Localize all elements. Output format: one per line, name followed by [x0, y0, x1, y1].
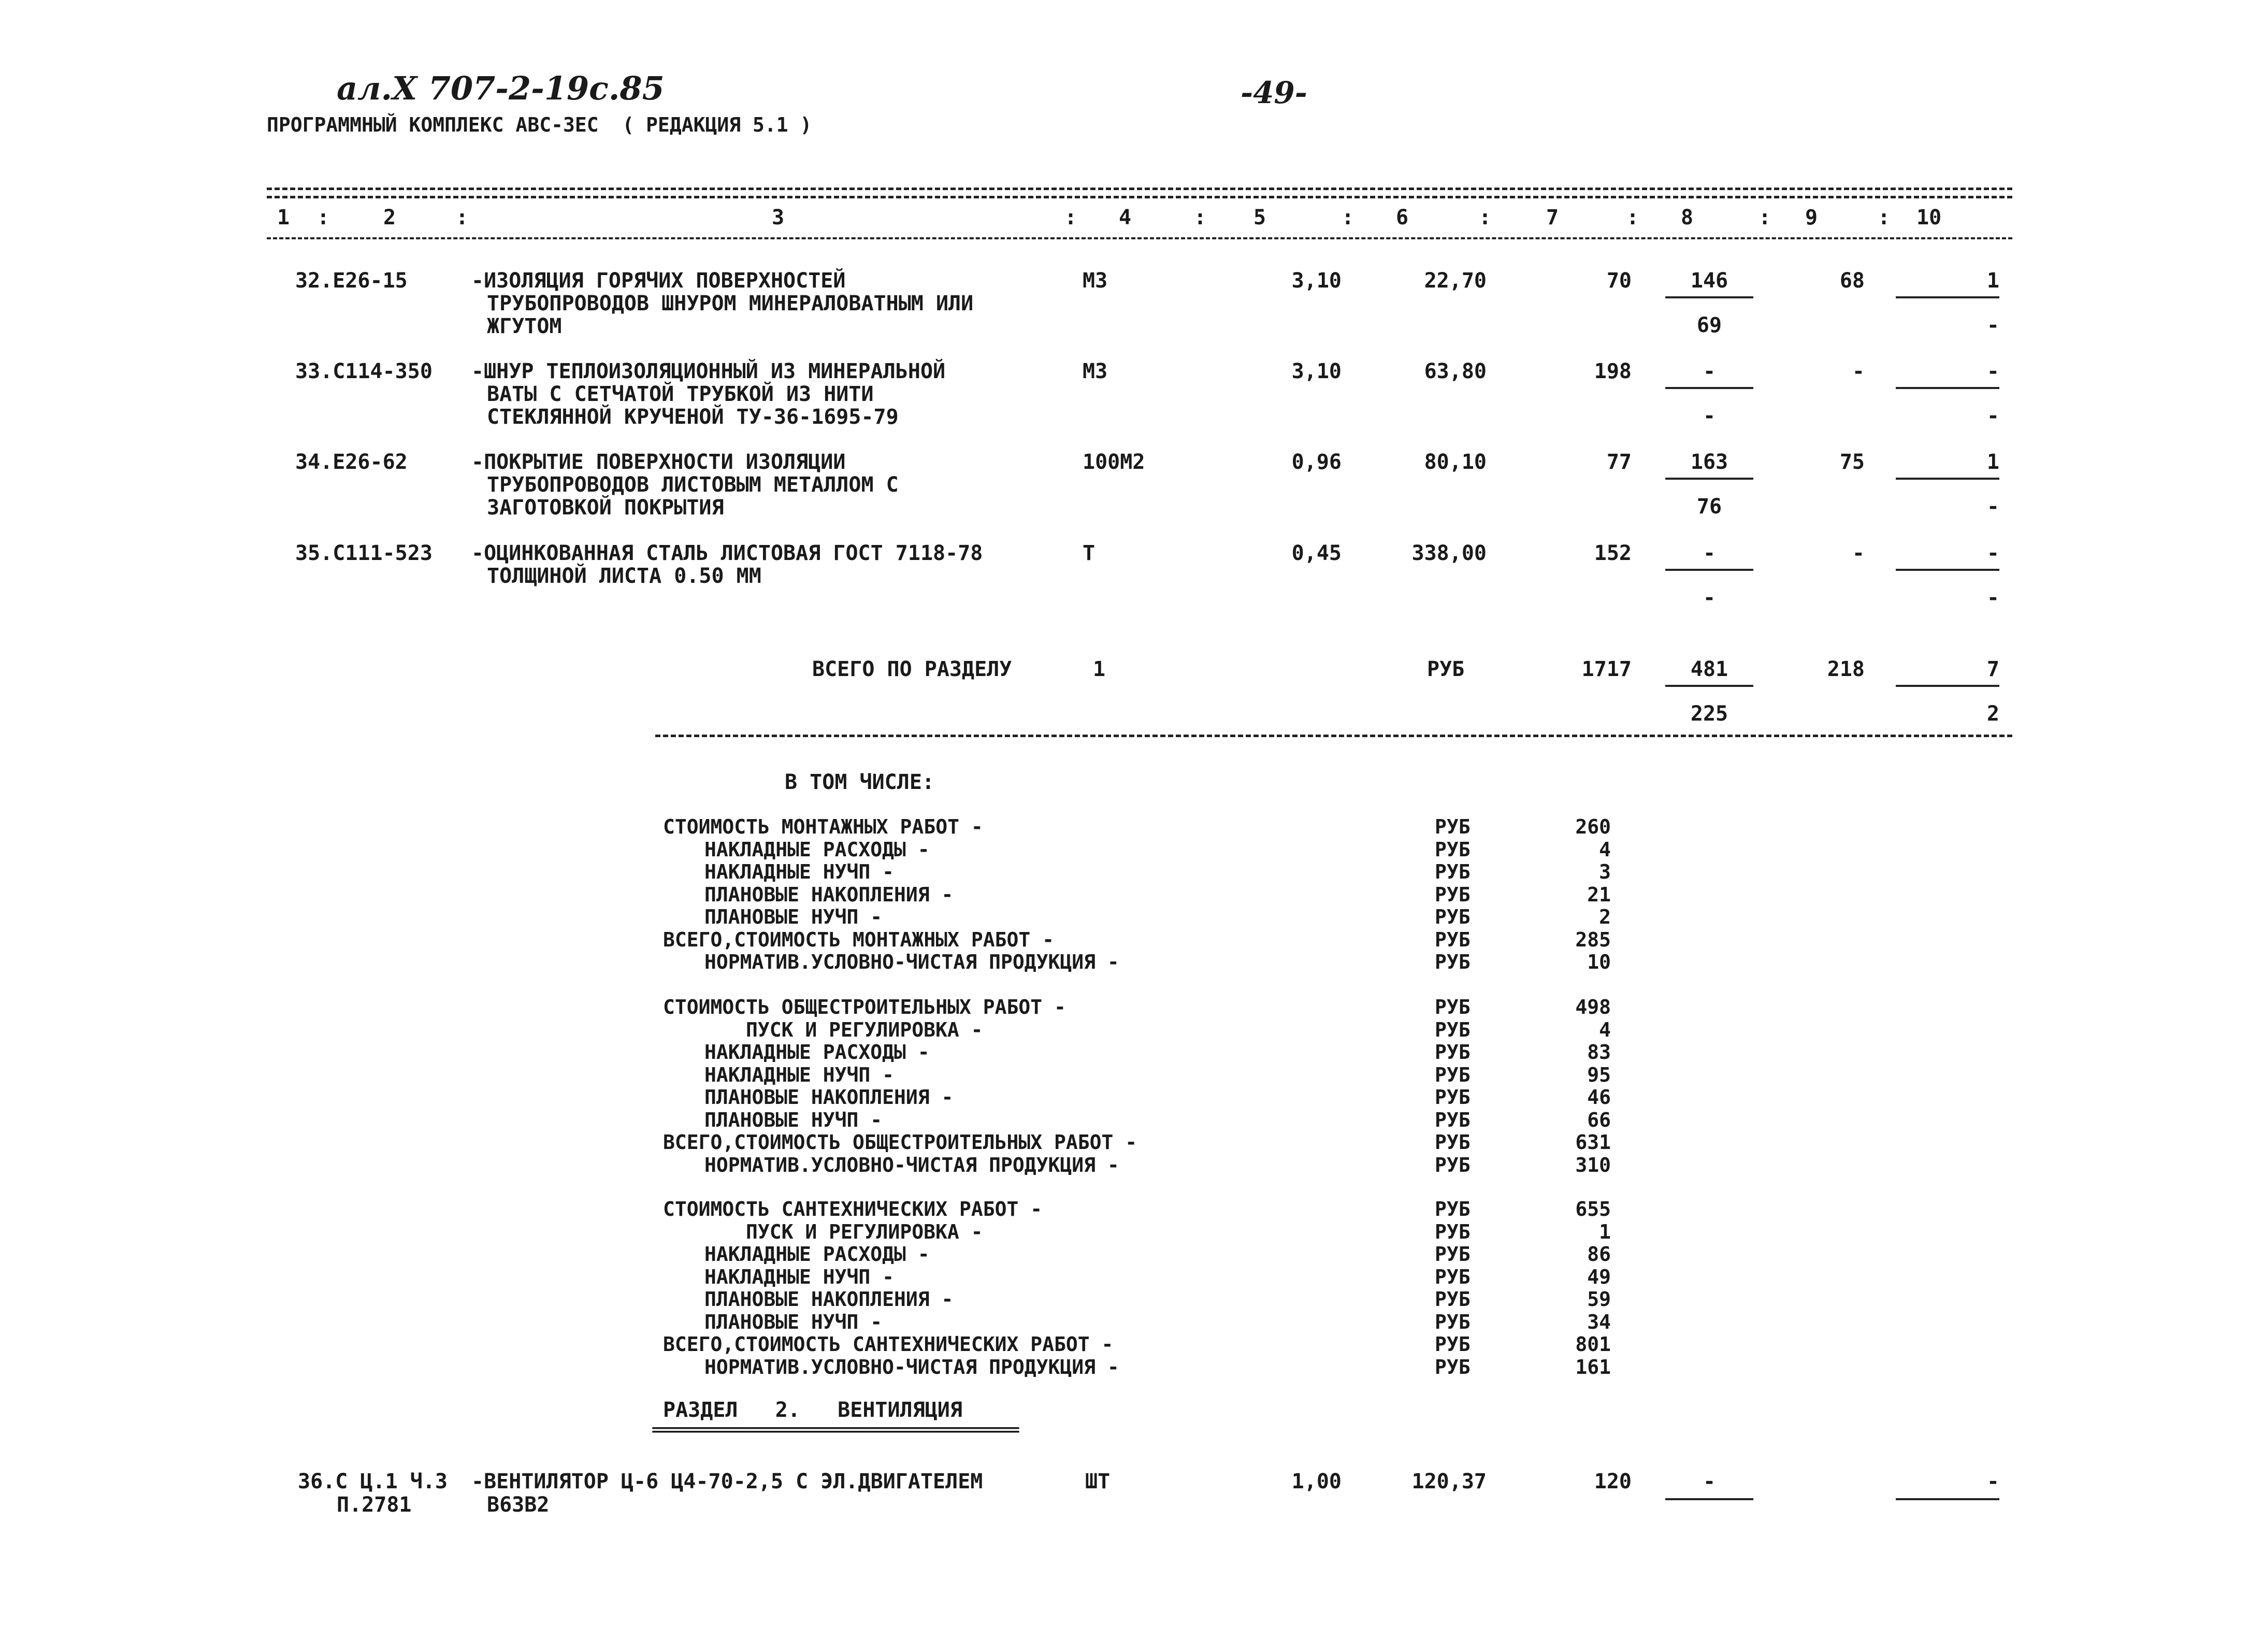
- column-header-14: 8: [1681, 206, 1694, 229]
- item-total: 152: [1594, 541, 1632, 565]
- item-col9: 68: [1839, 269, 1865, 293]
- breakdown-value: 285: [1575, 928, 1611, 951]
- item-unit: 100М2: [1083, 450, 1145, 474]
- column-header-11: :: [1479, 206, 1492, 229]
- breakdown-unit: РУБ: [1435, 883, 1471, 906]
- column-header-6: 4: [1119, 206, 1132, 229]
- breakdown-value: 4: [1599, 838, 1611, 861]
- breakdown-value: 66: [1587, 1108, 1611, 1131]
- item-col10-rule: [1896, 387, 1999, 389]
- column-header-13: :: [1626, 206, 1639, 229]
- software-line: ПРОГРАММНЫЙ КОМПЛЕКС АВС-ЗЕС ( РЕДАКЦИЯ 5.1 ): [267, 113, 812, 136]
- column-header-3: :: [456, 206, 469, 229]
- breakdown-value: 95: [1587, 1063, 1611, 1086]
- album-code: ал.Х 707-2-19с.85: [337, 69, 665, 107]
- item-36-price: 120,37: [1411, 1470, 1487, 1493]
- item-col8-bottom: -: [1703, 404, 1716, 428]
- item-price: 22,70: [1424, 269, 1487, 293]
- section-total-label: ВСЕГО ПО РАЗДЕЛУ: [812, 657, 1012, 681]
- item-unit: Т: [1083, 541, 1096, 565]
- breakdown-label: ПУСК И РЕГУЛИРОВКА -: [746, 1220, 983, 1243]
- breakdown-value: 49: [1587, 1265, 1611, 1288]
- item-desc-line: -ИЗОЛЯЦИЯ ГОРЯЧИХ ПОВЕРХНОСТЕЙ: [471, 269, 846, 293]
- section2-underline: ===============================================: [652, 1421, 1018, 1439]
- item-col10-bottom: -: [1986, 586, 1999, 610]
- breakdown-value: 86: [1587, 1243, 1611, 1266]
- item-col8-top: -: [1703, 360, 1716, 383]
- item-unit: М3: [1083, 269, 1108, 293]
- item-desc-line: -ШНУР ТЕПЛОИЗОЛЯЦИОННЫЙ ИЗ МИНЕРАЛЬНОЙ: [471, 360, 946, 383]
- item-desc-line: ЖГУТОМ: [487, 314, 562, 338]
- including-label: В ТОМ ЧИСЛЕ:: [785, 770, 934, 794]
- breakdown-value: 498: [1575, 996, 1611, 1018]
- section-total-col8-top: 481: [1690, 657, 1728, 681]
- breakdown-value: 4: [1599, 1018, 1611, 1041]
- item-col10-rule: [1896, 478, 1999, 480]
- item-code: 34.Е26-62: [295, 450, 408, 474]
- breakdown-label: ПЛАНОВЫЕ НАКОПЛЕНИЯ -: [704, 1288, 954, 1311]
- item-qty: 0,96: [1291, 450, 1342, 474]
- section-total-sum: 1717: [1581, 657, 1632, 681]
- breakdown-value: 801: [1575, 1333, 1611, 1356]
- breakdown-unit: РУБ: [1435, 996, 1471, 1018]
- breakdown-unit: РУБ: [1435, 1243, 1471, 1266]
- column-header-rule: [267, 237, 2012, 239]
- breakdown-unit: РУБ: [1435, 906, 1471, 928]
- item-col8-top: -: [1703, 541, 1716, 565]
- section-total-section: 1: [1093, 657, 1106, 681]
- item-col10-top: -: [1986, 360, 1999, 383]
- breakdown-value: 46: [1587, 1086, 1611, 1109]
- breakdown-unit: РУБ: [1435, 838, 1471, 861]
- item-desc-line: ЗАГОТОВКОЙ ПОКРЫТИЯ: [487, 496, 724, 520]
- item-code: 32.Е26-15: [295, 269, 408, 293]
- breakdown-label: ПЛАНОВЫЕ НУЧП -: [704, 906, 883, 928]
- item-36-unit: ШТ: [1085, 1470, 1111, 1493]
- item-desc-line: ВАТЫ С СЕТЧАТОЙ ТРУБКОЙ ИЗ НИТИ: [487, 382, 874, 406]
- item-col8-rule: [1665, 387, 1753, 389]
- item-36-desc: -ВЕНТИЛЯТОР Ц-6 Ц4-70-2,5 С ЭЛ.ДВИГАТЕЛЕМ: [471, 1470, 983, 1493]
- breakdown-label: НАКЛАДНЫЕ РАСХОДЫ -: [704, 838, 930, 861]
- breakdown-label: НАКЛАДНЫЕ РАСХОДЫ -: [704, 1243, 930, 1266]
- breakdown-label: НОРМАТИВ.УСЛОВНО-ЧИСТАЯ ПРОДУКЦИЯ -: [704, 951, 1119, 973]
- item-col10-rule: [1896, 569, 1999, 571]
- item-price: 63,80: [1424, 360, 1487, 383]
- item-qty: 3,10: [1291, 269, 1342, 293]
- item-code: 33.С114-350: [295, 360, 433, 383]
- column-header-9: :: [1342, 206, 1354, 229]
- breakdown-label: СТОИМОСТЬ САНТЕХНИЧЕСКИХ РАБОТ -: [663, 1198, 1043, 1220]
- section-total-col10-rule: [1896, 685, 1999, 687]
- breakdown-unit: РУБ: [1435, 1041, 1471, 1064]
- page-number: -49-: [1241, 75, 1307, 110]
- breakdown-unit: РУБ: [1435, 1153, 1471, 1176]
- item-desc-line: ТОЛЩИНОЙ ЛИСТА 0.50 ММ: [487, 564, 761, 588]
- breakdown-value: 655: [1575, 1198, 1611, 1220]
- breakdown-unit: РУБ: [1435, 815, 1471, 838]
- item-price: 338,00: [1411, 541, 1487, 565]
- item-col8-rule: [1665, 478, 1753, 480]
- column-header-10: 6: [1396, 206, 1409, 229]
- item-col8-bottom: 69: [1696, 313, 1722, 337]
- item-36-col8-rule: [1665, 1498, 1753, 1500]
- breakdown-unit: РУБ: [1435, 951, 1471, 973]
- column-header-2: 2: [383, 206, 396, 229]
- item-col9: -: [1852, 541, 1865, 565]
- item-col8-rule: [1665, 569, 1753, 571]
- item-desc-line: ТРУБОПРОВОДОВ ШНУРОМ МИНЕРАЛОВАТНЫМ ИЛИ: [487, 292, 974, 315]
- breakdown-label: ПЛАНОВЫЕ НУЧП -: [704, 1108, 883, 1131]
- section2-title: РАЗДЕЛ 2. ВЕНТИЛЯЦИЯ: [663, 1398, 962, 1422]
- item-desc-line: СТЕКЛЯННОЙ КРУЧЕНОЙ ТУ-36-1695-79: [487, 405, 899, 429]
- breakdown-unit: РУБ: [1435, 1063, 1471, 1086]
- item-36-qty: 1,00: [1291, 1470, 1342, 1493]
- item-36-code: 36.С Ц.1 Ч.3: [298, 1470, 448, 1493]
- section-total-unit: РУБ: [1427, 657, 1465, 681]
- column-header-5: :: [1064, 206, 1077, 229]
- column-header-15: :: [1758, 206, 1771, 229]
- column-header-0: 1: [277, 206, 290, 229]
- item-qty: 3,10: [1291, 360, 1342, 383]
- item-col8-rule: [1665, 296, 1753, 298]
- breakdown-value: 161: [1575, 1355, 1611, 1378]
- item-36-col8: -: [1703, 1470, 1716, 1493]
- breakdown-value: 260: [1575, 815, 1611, 838]
- breakdown-value: 2: [1599, 906, 1611, 928]
- item-col10-bottom: -: [1986, 313, 1999, 337]
- breakdown-value: 59: [1587, 1288, 1611, 1311]
- item-36-desc2: В63В2: [487, 1493, 550, 1517]
- item-desc-line: -ПОКРЫТИЕ ПОВЕРХНОСТИ ИЗОЛЯЦИИ: [471, 450, 846, 474]
- breakdown-label: НОРМАТИВ.УСЛОВНО-ЧИСТАЯ ПРОДУКЦИЯ -: [704, 1153, 1119, 1176]
- column-header-7: :: [1194, 206, 1207, 229]
- item-total: 198: [1594, 360, 1632, 383]
- column-header-18: 10: [1916, 206, 1942, 229]
- item-36-col10-rule: [1896, 1498, 1999, 1500]
- item-code: 35.С111-523: [295, 541, 433, 565]
- item-col8-bottom: 76: [1696, 495, 1722, 519]
- column-header-16: 9: [1805, 206, 1818, 229]
- breakdown-label: НАКЛАДНЫЕ РАСХОДЫ -: [704, 1041, 930, 1064]
- item-col10-top: 1: [1986, 450, 1999, 474]
- breakdown-value: 34: [1587, 1310, 1611, 1333]
- breakdown-unit: РУБ: [1435, 1220, 1471, 1243]
- section-total-col10-top: 7: [1986, 657, 1999, 681]
- breakdown-unit: РУБ: [1435, 1198, 1471, 1220]
- item-unit: М3: [1083, 360, 1108, 383]
- breakdown-value: 631: [1575, 1131, 1611, 1154]
- breakdown-value: 10: [1587, 951, 1611, 973]
- item-col8-bottom: -: [1703, 586, 1716, 610]
- section-total-col9: 218: [1827, 657, 1865, 681]
- column-header-12: 7: [1546, 206, 1559, 229]
- breakdown-label: СТОИМОСТЬ ОБЩЕСТРОИТЕЛЬНЫХ РАБОТ -: [663, 996, 1066, 1018]
- section-total-col10-bottom: 2: [1986, 702, 1999, 726]
- breakdown-unit: РУБ: [1435, 1310, 1471, 1333]
- breakdown-unit: РУБ: [1435, 1288, 1471, 1311]
- breakdown-label: ПЛАНОВЫЕ НАКОПЛЕНИЯ -: [704, 883, 954, 906]
- item-col10-bottom: -: [1986, 495, 1999, 519]
- breakdown-label: ПУСК И РЕГУЛИРОВКА -: [746, 1018, 983, 1041]
- breakdown-unit: РУБ: [1435, 860, 1471, 883]
- breakdown-label: НОРМАТИВ.УСЛОВНО-ЧИСТАЯ ПРОДУКЦИЯ -: [704, 1355, 1119, 1378]
- section-total-rule: [655, 735, 2012, 737]
- breakdown-label: ВСЕГО,СТОИМОСТЬ МОНТАЖНЫХ РАБОТ -: [663, 928, 1054, 951]
- item-col8-top: 146: [1690, 269, 1728, 293]
- breakdown-value: 21: [1587, 883, 1611, 906]
- breakdown-unit: РУБ: [1435, 1108, 1471, 1131]
- breakdown-value: 310: [1575, 1153, 1611, 1176]
- section-total-col8-rule: [1665, 685, 1753, 687]
- breakdown-label: СТОИМОСТЬ МОНТАЖНЫХ РАБОТ -: [663, 815, 983, 838]
- item-36-code2: П.2781: [337, 1493, 412, 1517]
- column-header-8: 5: [1253, 206, 1266, 229]
- breakdown-unit: РУБ: [1435, 1333, 1471, 1356]
- breakdown-unit: РУБ: [1435, 1131, 1471, 1154]
- breakdown-unit: РУБ: [1435, 1265, 1471, 1288]
- item-desc-line: -ОЦИНКОВАННАЯ СТАЛЬ ЛИСТОВАЯ ГОСТ 7118-78: [471, 541, 983, 565]
- breakdown-label: НАКЛАДНЫЕ НУЧП -: [704, 1063, 895, 1086]
- column-header-4: 3: [772, 206, 785, 229]
- table-top-rule-2: [267, 196, 2012, 198]
- breakdown-label: ВСЕГО,СТОИМОСТЬ ОБЩЕСТРОИТЕЛЬНЫХ РАБОТ -: [663, 1131, 1137, 1154]
- item-col8-top: 163: [1690, 450, 1728, 474]
- item-price: 80,10: [1424, 450, 1487, 474]
- breakdown-unit: РУБ: [1435, 1018, 1471, 1041]
- breakdown-label: ПЛАНОВЫЕ НУЧП -: [704, 1310, 883, 1333]
- column-header-1: :: [317, 206, 330, 229]
- item-36-total: 120: [1594, 1470, 1632, 1493]
- item-col10-top: -: [1986, 541, 1999, 565]
- item-desc-line: ТРУБОПРОВОДОВ ЛИСТОВЫМ МЕТАЛЛОМ С: [487, 473, 899, 497]
- item-qty: 0,45: [1291, 541, 1342, 565]
- breakdown-label: НАКЛАДНЫЕ НУЧП -: [704, 860, 895, 883]
- item-col9: -: [1852, 360, 1865, 383]
- breakdown-unit: РУБ: [1435, 928, 1471, 951]
- column-header-17: :: [1878, 206, 1891, 229]
- breakdown-label: ПЛАНОВЫЕ НАКОПЛЕНИЯ -: [704, 1086, 954, 1109]
- section-total-col8-bottom: 225: [1690, 702, 1728, 726]
- breakdown-unit: РУБ: [1435, 1086, 1471, 1109]
- item-total: 77: [1606, 450, 1632, 474]
- breakdown-label: ВСЕГО,СТОИМОСТЬ САНТЕХНИЧЕСКИХ РАБОТ -: [663, 1333, 1114, 1356]
- breakdown-label: НАКЛАДНЫЕ НУЧП -: [704, 1265, 895, 1288]
- item-total: 70: [1606, 269, 1632, 293]
- item-36-col10: -: [1986, 1470, 1999, 1493]
- breakdown-value: 1: [1599, 1220, 1611, 1243]
- breakdown-unit: РУБ: [1435, 1355, 1471, 1378]
- breakdown-value: 3: [1599, 860, 1611, 883]
- item-col9: 75: [1839, 450, 1865, 474]
- breakdown-value: 83: [1587, 1041, 1611, 1064]
- item-col10-top: 1: [1986, 269, 1999, 293]
- table-top-rule: [267, 188, 2012, 190]
- item-col10-rule: [1896, 296, 1999, 298]
- item-col10-bottom: -: [1986, 404, 1999, 428]
